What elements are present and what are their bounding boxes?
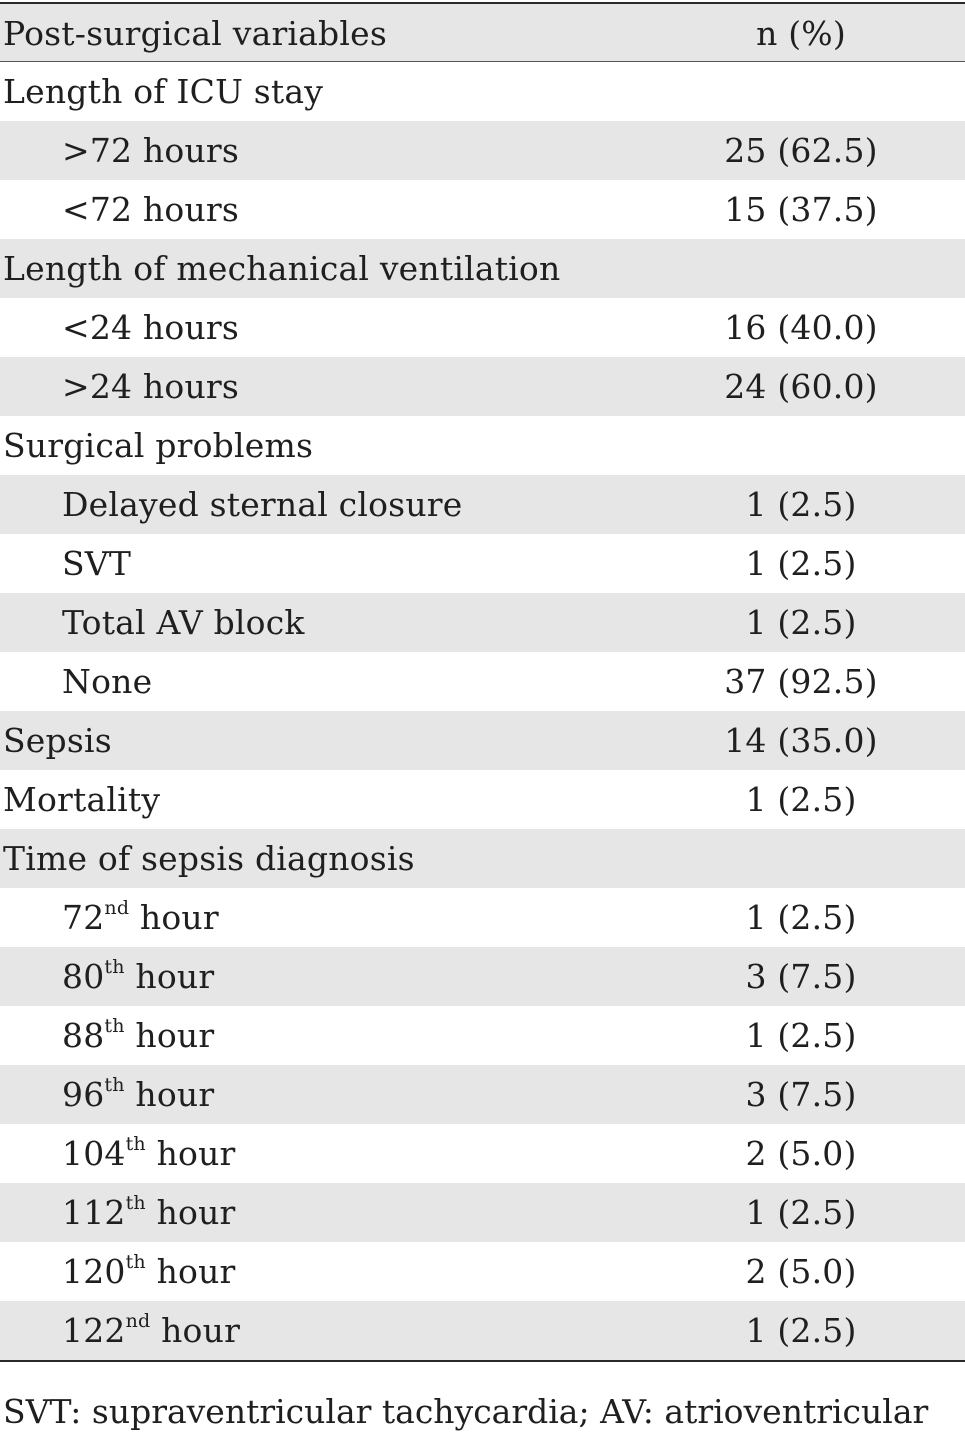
row-value: 1 (2.5) bbox=[745, 544, 857, 583]
row-label-text: 122 bbox=[62, 1311, 126, 1350]
row-value: 1 (2.5) bbox=[745, 780, 857, 819]
row-label-text: 88 bbox=[62, 1016, 105, 1055]
table-row bbox=[0, 534, 965, 593]
table-row bbox=[0, 1301, 965, 1360]
row-value: 1 (2.5) bbox=[745, 603, 857, 642]
table-row bbox=[0, 62, 965, 121]
ordinal-suffix: nd bbox=[104, 897, 130, 919]
ordinal-suffix: th bbox=[104, 1015, 125, 1037]
row-label-text: Length of ICU stay bbox=[3, 72, 324, 111]
row-label bbox=[3, 829, 415, 888]
ordinal-suffix: th bbox=[125, 1251, 146, 1273]
ordinal-suffix: nd bbox=[125, 1310, 151, 1332]
table-row bbox=[0, 888, 965, 947]
row-value: 3 (7.5) bbox=[745, 957, 857, 996]
row-label-text: Length of mechanical ventilation bbox=[3, 249, 561, 288]
row-label-text: >72 hours bbox=[62, 131, 240, 170]
table-row bbox=[0, 1124, 965, 1183]
row-label bbox=[62, 1065, 214, 1124]
table-row bbox=[0, 357, 965, 416]
table-footnote: SVT: supraventricular tachycardia; AV: atrioventricular bbox=[3, 1392, 929, 1431]
row-label bbox=[62, 593, 305, 652]
row-label-text: <72 hours bbox=[62, 190, 240, 229]
row-label-suffix: hour bbox=[150, 1311, 241, 1350]
bottom-rule bbox=[0, 1360, 965, 1362]
row-value: 16 (40.0) bbox=[724, 308, 878, 347]
row-label bbox=[62, 475, 462, 534]
row-label bbox=[3, 239, 560, 298]
row-label-text: <24 hours bbox=[62, 308, 240, 347]
table-row bbox=[0, 1006, 965, 1065]
row-label-text: 104 bbox=[62, 1134, 126, 1173]
table-row bbox=[0, 298, 965, 357]
table-row bbox=[0, 121, 965, 180]
table-row bbox=[0, 711, 965, 770]
row-label-text: Total AV block bbox=[62, 603, 305, 642]
table-header-row bbox=[0, 4, 965, 61]
row-label-text: Time of sepsis diagnosis bbox=[3, 839, 415, 878]
row-value: 25 (62.5) bbox=[724, 131, 878, 170]
table-row bbox=[0, 770, 965, 829]
table-row bbox=[0, 475, 965, 534]
row-label-text: Sepsis bbox=[3, 721, 112, 760]
row-label bbox=[3, 62, 323, 121]
row-label-suffix: hour bbox=[145, 1193, 236, 1232]
row-label-text: >24 hours bbox=[62, 367, 240, 406]
ordinal-suffix: th bbox=[104, 956, 125, 978]
ordinal-suffix: th bbox=[125, 1192, 146, 1214]
row-value: 2 (5.0) bbox=[745, 1252, 857, 1291]
row-label bbox=[62, 652, 152, 711]
row-label bbox=[62, 1124, 236, 1183]
row-label-text: 120 bbox=[62, 1252, 126, 1291]
table-row bbox=[0, 947, 965, 1006]
row-value: 1 (2.5) bbox=[745, 485, 857, 524]
table-row bbox=[0, 1065, 965, 1124]
row-label-text: Delayed sternal closure bbox=[62, 485, 463, 524]
row-label bbox=[62, 357, 239, 416]
row-label bbox=[3, 416, 313, 475]
row-value: 15 (37.5) bbox=[724, 190, 878, 229]
row-value: 2 (5.0) bbox=[745, 1134, 857, 1173]
row-label bbox=[62, 947, 214, 1006]
table-row bbox=[0, 180, 965, 239]
row-label-text: Surgical problems bbox=[3, 426, 314, 465]
table-row bbox=[0, 593, 965, 652]
ordinal-suffix: th bbox=[125, 1133, 146, 1155]
row-label-suffix: hour bbox=[129, 898, 219, 937]
table-row bbox=[0, 1242, 965, 1301]
row-label bbox=[62, 1242, 236, 1301]
row-label bbox=[62, 534, 131, 593]
row-label bbox=[62, 298, 239, 357]
row-label bbox=[3, 711, 112, 770]
row-label bbox=[62, 888, 219, 947]
row-label bbox=[62, 1006, 214, 1065]
table-row bbox=[0, 416, 965, 475]
row-label-text: SVT bbox=[62, 544, 132, 583]
row-value: 1 (2.5) bbox=[745, 898, 857, 937]
row-label-text: 72 bbox=[62, 898, 105, 937]
row-value: 37 (92.5) bbox=[724, 662, 878, 701]
row-label-text: Mortality bbox=[3, 780, 161, 819]
table-row bbox=[0, 239, 965, 298]
row-label-text: 112 bbox=[62, 1193, 126, 1232]
row-label-suffix: hour bbox=[145, 1252, 236, 1291]
post-surgical-table bbox=[0, 2, 965, 1362]
header-label: Post-surgical variables bbox=[3, 14, 387, 53]
row-label-suffix: hour bbox=[124, 957, 215, 996]
table-row bbox=[0, 829, 965, 888]
row-label bbox=[3, 770, 160, 829]
row-label-suffix: hour bbox=[145, 1134, 236, 1173]
header-value: n (%) bbox=[756, 14, 846, 53]
row-label-suffix: hour bbox=[124, 1016, 215, 1055]
row-label-suffix: hour bbox=[124, 1075, 215, 1114]
row-value: 14 (35.0) bbox=[724, 721, 878, 760]
row-label bbox=[62, 180, 239, 239]
row-value: 1 (2.5) bbox=[745, 1193, 857, 1232]
row-value: 24 (60.0) bbox=[724, 367, 878, 406]
table-row bbox=[0, 1183, 965, 1242]
row-label-text: 96 bbox=[62, 1075, 105, 1114]
row-label bbox=[62, 1301, 240, 1360]
row-label-text: 80 bbox=[62, 957, 105, 996]
ordinal-suffix: th bbox=[104, 1074, 125, 1096]
row-label bbox=[62, 1183, 236, 1242]
row-label bbox=[62, 121, 239, 180]
row-value: 1 (2.5) bbox=[745, 1016, 857, 1055]
row-value: 1 (2.5) bbox=[745, 1311, 857, 1350]
table-row bbox=[0, 652, 965, 711]
table-body bbox=[0, 62, 965, 1360]
row-value: 3 (7.5) bbox=[745, 1075, 857, 1114]
row-label-text: None bbox=[62, 662, 153, 701]
